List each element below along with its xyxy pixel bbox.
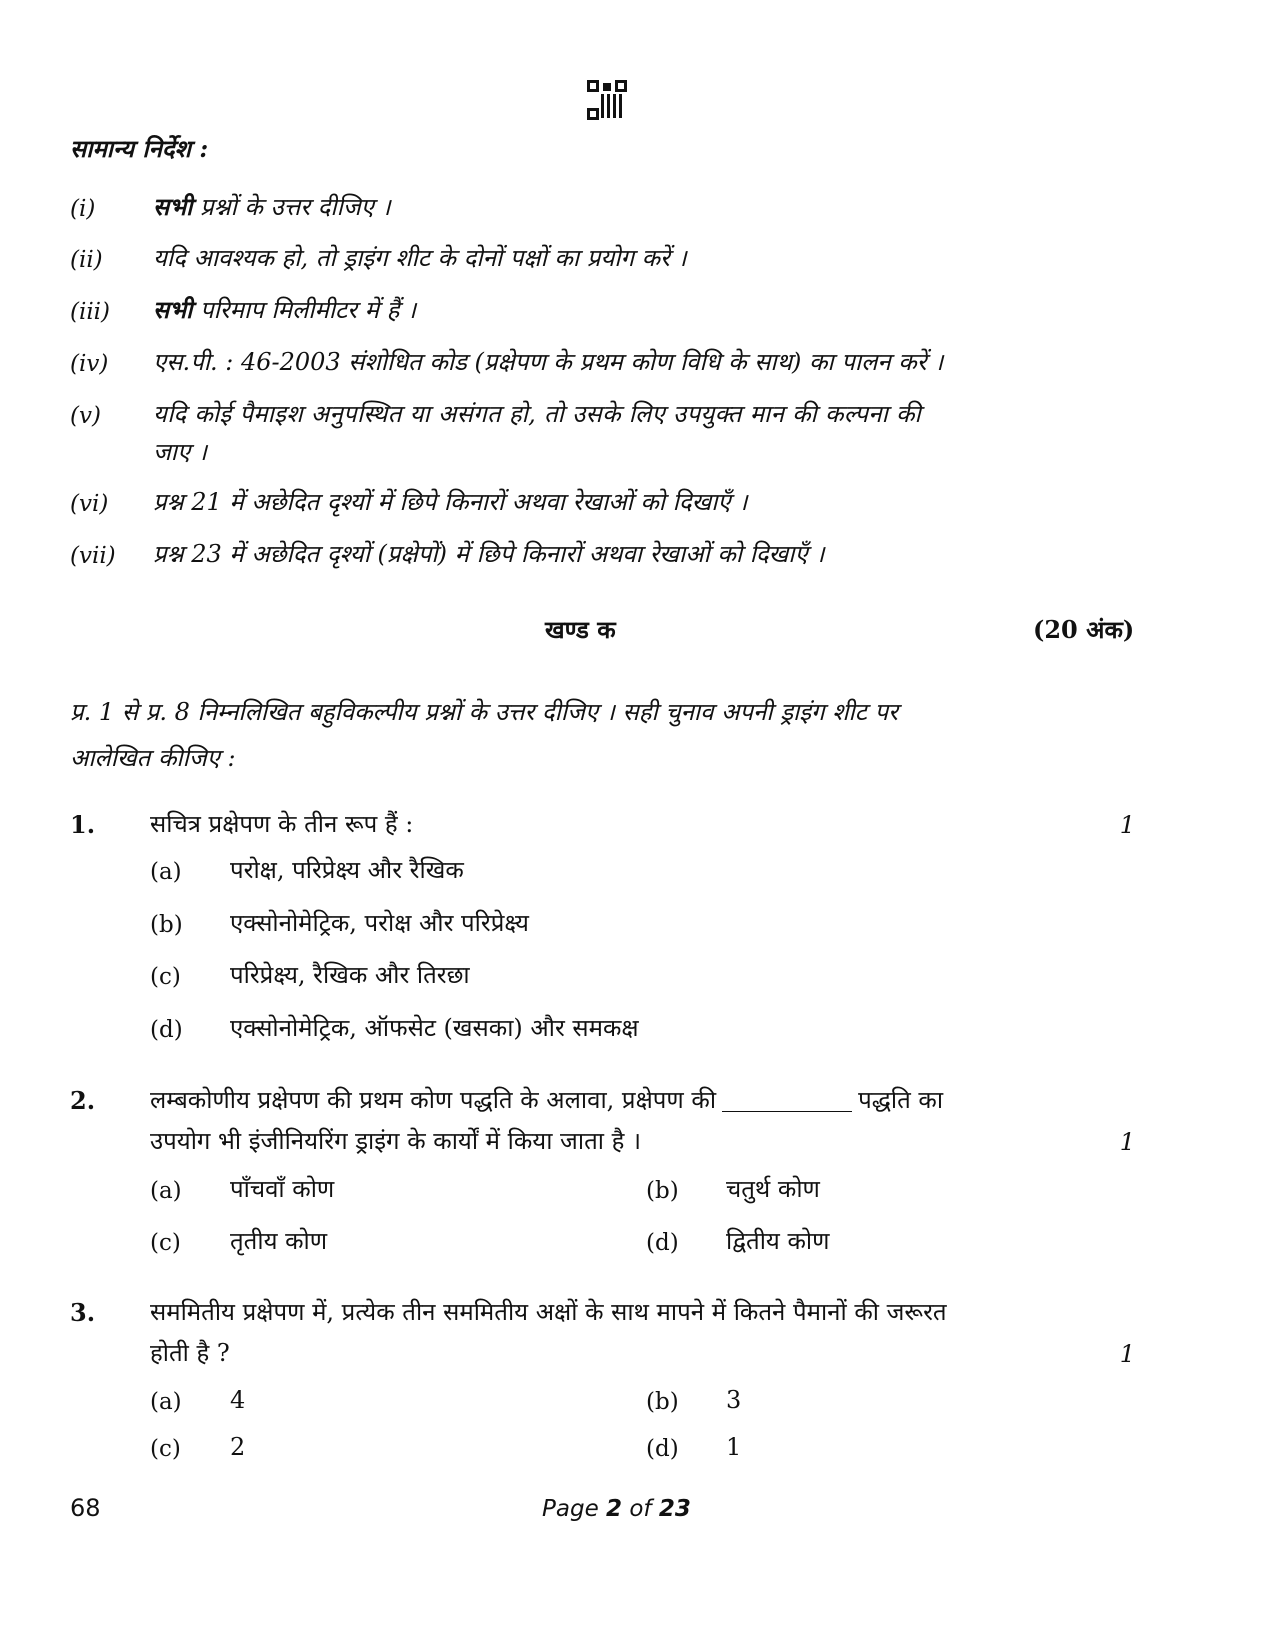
question-text-part: पद्धति का <box>858 1086 944 1114</box>
option-text: तृतीय कोण <box>230 1227 328 1255</box>
option-text: चतुर्थ कोण <box>726 1175 820 1203</box>
option-text: 3 <box>726 1386 742 1414</box>
section-intro: प्र. 1 से प्र. 8 निम्नलिखित बहुविकल्पीय प्रश्नों के उत्तर दीजिए । सही चुनाव अपनी ड्राइंग शीट पर <box>70 698 898 726</box>
instruction-item <box>153 295 416 325</box>
instruction-number: (vii) <box>70 543 116 569</box>
option-text: एक्सोनोमेट्रिक, ऑफसेट (खसका) और समकक्ष <box>230 1014 639 1042</box>
instruction-emphasis: सभी <box>153 295 193 324</box>
option-text: एक्सोनोमेट्रिक, परोक्ष और परिप्रेक्ष्य <box>230 909 529 937</box>
option-text: परिप्रेक्ष्य, रैखिक और तिरछा <box>230 961 470 989</box>
instruction-text: एस.पी. : 46-2003 संशोधित कोड (प्रक्षेपण के प्रथम कोण विधि के साथ) का पालन करें । <box>153 348 944 376</box>
qr-code-icon <box>587 80 627 120</box>
option-label: (a) <box>150 1178 182 1204</box>
question-text-continued: होती है ? <box>150 1339 230 1367</box>
instruction-number: (vi) <box>70 491 109 517</box>
question-marks: 1 <box>1119 1128 1135 1156</box>
question-number: 3. <box>70 1298 96 1327</box>
instruction-text: परिमाप मिलीमीटर में हैं । <box>192 296 417 324</box>
instruction-number: (i) <box>70 196 96 222</box>
option-label: (d) <box>646 1436 679 1462</box>
option-label: (c) <box>150 1436 181 1462</box>
option-text: द्वितीय कोण <box>726 1227 830 1255</box>
instruction-text: यदि कोई पैमाइश अनुपस्थित या असंगत हो, तो उसके लिए उपयुक्त मान की कल्पना की <box>153 400 921 428</box>
section-intro-continued: आलेखित कीजिए : <box>70 744 236 772</box>
instruction-number: (iii) <box>70 299 111 325</box>
page-prefix: Page <box>542 1496 607 1522</box>
instructions-heading: सामान्य निर्देश : <box>70 134 209 163</box>
instruction-text: प्रश्नों के उत्तर दीजिए । <box>192 193 391 221</box>
instruction-text: यदि आवश्यक हो, तो ड्राइंग शीट के दोनों पक्षों का प्रयोग करें । <box>153 244 687 272</box>
instruction-text: प्रश्न 21 में अछेदित दृश्यों में छिपे किनारों अथवा रेखाओं को दिखाएँ । <box>153 488 748 516</box>
option-label: (c) <box>150 964 181 990</box>
instruction-text: प्रश्न 23 में अछेदित दृश्यों (प्रक्षेपों) में छिपे किनारों अथवा रेखाओं को दिखाएँ । <box>153 540 825 568</box>
option-text: पाँचवाँ कोण <box>230 1175 335 1203</box>
question-text: सचित्र प्रक्षेपण के तीन रूप हैं : <box>150 810 414 838</box>
instruction-number: (v) <box>70 403 101 429</box>
instruction-number: (ii) <box>70 247 103 273</box>
paper-code: 68 <box>70 1494 101 1522</box>
section-marks: (20 अंक) <box>1033 615 1135 644</box>
instruction-emphasis: सभी <box>153 192 193 221</box>
option-label: (b) <box>646 1178 679 1204</box>
question-number: 1. <box>70 810 96 839</box>
instruction-item <box>153 192 391 222</box>
option-label: (b) <box>646 1389 679 1415</box>
option-label: (d) <box>646 1230 679 1256</box>
question-marks: 1 <box>1119 811 1135 839</box>
option-label: (d) <box>150 1017 183 1043</box>
option-label: (a) <box>150 1389 182 1415</box>
question-text <box>150 1080 943 1120</box>
option-label: (a) <box>150 859 182 885</box>
question-text-continued: उपयोग भी इंजीनियरिंग ड्राइंग के कार्यों में किया जाता है । <box>150 1127 642 1155</box>
fill-in-blank <box>722 1111 852 1112</box>
question-text: सममितीय प्रक्षेपण में, प्रत्येक तीन सममितीय अक्षों के साथ मापने में कितने पैमानों की जरूरत <box>150 1298 947 1326</box>
page-current: 2 <box>606 1496 623 1522</box>
instruction-text-continued: जाए । <box>153 438 208 466</box>
page-total: 23 <box>658 1496 691 1522</box>
option-text: 2 <box>230 1433 246 1461</box>
question-marks: 1 <box>1119 1340 1135 1368</box>
page-separator: of <box>622 1496 659 1522</box>
question-text-part: लम्बकोणीय प्रक्षेपण की प्रथम कोण पद्धति के अलावा, प्रक्षेपण की <box>150 1086 717 1114</box>
option-label: (b) <box>150 912 183 938</box>
question-number: 2. <box>70 1086 96 1115</box>
option-label: (c) <box>150 1230 181 1256</box>
option-text: 1 <box>726 1433 742 1461</box>
option-text: 4 <box>230 1386 246 1414</box>
instruction-number: (iv) <box>70 351 109 377</box>
option-text: परोक्ष, परिप्रेक्ष्य और रैखिक <box>230 856 464 884</box>
page-number <box>542 1496 691 1522</box>
section-title: खण्ड क <box>545 615 616 644</box>
